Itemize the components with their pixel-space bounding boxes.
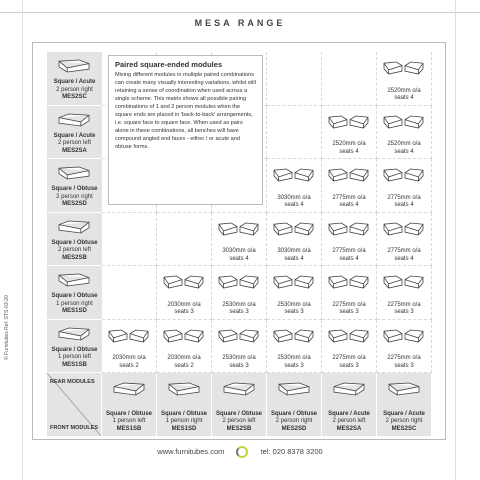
pair-spec: [212, 248, 266, 263]
row-header-label: [47, 186, 102, 209]
website-link[interactable]: www.furnitubes.com: [157, 446, 225, 456]
column-header: [157, 373, 212, 436]
bench-module-icon: [238, 274, 260, 290]
pair-spec: [377, 355, 431, 370]
matrix-cell: [157, 266, 212, 320]
module-persons: 2 person left: [57, 247, 92, 253]
column-header-label: [212, 411, 266, 434]
column-header: [267, 373, 322, 436]
bench-module-icon: [222, 381, 256, 397]
bench-module-icon: [238, 221, 260, 237]
overall-length: 2275mm o/a: [332, 301, 366, 308]
bench-module-icon: [348, 274, 370, 290]
pair-spec: [377, 195, 431, 210]
matrix-cell: [322, 320, 377, 374]
row-header: [47, 213, 102, 267]
seat-count: seats 4: [284, 202, 304, 208]
seat-count: seats 4: [394, 148, 414, 155]
pair-spec: [377, 141, 431, 156]
info-body: Mixing different modules in multiple paired combinations can create many visually interesting variations, whilst still retaining a sense of coordination when used across a single scheme. This matrix shows all possible pairing combinations of 1 and 2 person modules when the square ends are placed in 'back-to-back' arrangements, i.e. square face to square face. When used as pairs alone in these combinations, all benches will have compound angled end faces - either / or acute and obtuse forms.: [115, 72, 256, 150]
module-code: MES2SB: [62, 254, 87, 261]
overall-length: 3030mm o/a: [277, 248, 311, 254]
bench-module-icon: [403, 274, 425, 290]
matrix-cell: [212, 320, 267, 374]
overall-length: 2775mm o/a: [387, 248, 421, 254]
bench-module-icon: [327, 167, 349, 183]
bench-module-icon: [403, 60, 425, 76]
module-type: Square / Acute: [53, 79, 96, 85]
bench-module-icon: [272, 221, 294, 237]
seat-count: seats 4: [339, 255, 359, 262]
margin-line-right: [455, 0, 456, 480]
matrix-cell: [267, 320, 322, 374]
matrix-cell: [102, 266, 157, 320]
matrix-cell: [157, 320, 212, 374]
bench-module-icon: [382, 60, 404, 76]
pair-spec: [212, 302, 266, 317]
module-code: MES2SA: [336, 425, 362, 432]
bench-module-icon: [183, 274, 205, 290]
row-header-label: [47, 293, 102, 316]
bench-module-icon: [348, 114, 370, 130]
bench-module-icon: [167, 381, 201, 397]
seat-count: seats 3: [394, 362, 414, 369]
module-persons: 2 person left: [222, 418, 256, 424]
module-persons: 1 person left: [112, 418, 146, 424]
bench-module-icon: [382, 114, 404, 130]
module-code: MES2SA: [62, 147, 87, 154]
row-header: [47, 106, 102, 160]
module-type: Square / Obtuse: [160, 410, 207, 417]
bench-module-icon: [327, 328, 349, 344]
bench-module-icon: [327, 274, 349, 290]
matrix-cell: [267, 213, 322, 267]
matrix-cell: [322, 213, 377, 267]
overall-length: 2530mm o/a: [277, 355, 311, 361]
bench-module-icon: [162, 328, 184, 344]
seat-count: seats 2: [119, 362, 139, 369]
matrix-cell: [267, 266, 322, 320]
overall-length: 2530mm o/a: [277, 301, 311, 308]
module-persons: 1 person right: [165, 418, 203, 424]
bench-module-icon: [293, 221, 315, 237]
bench-module-icon: [382, 328, 404, 344]
pair-spec: [377, 302, 431, 317]
matrix-cell: [212, 213, 267, 267]
module-persons: 2 person right: [56, 193, 93, 200]
bench-module-icon: [112, 381, 146, 397]
seat-count: seats 3: [174, 309, 194, 315]
footer: [0, 446, 480, 458]
overall-length: 2030mm o/a: [167, 301, 201, 308]
column-header: [377, 373, 432, 436]
pair-spec: [322, 195, 376, 210]
bench-module-icon: [332, 381, 366, 397]
bench-module-icon: [403, 167, 425, 183]
bench-module-icon: [382, 274, 404, 290]
matrix-cell: [377, 106, 432, 160]
bench-module-icon: [57, 112, 91, 128]
module-type: Square / Acute: [328, 410, 370, 417]
matrix-cell: [212, 266, 267, 320]
module-code: MES2SB: [226, 425, 252, 432]
matrix-cell: [322, 266, 377, 320]
bench-module-icon: [403, 114, 425, 130]
seat-count: seats 3: [284, 309, 304, 315]
seat-count: seats 2: [174, 362, 194, 369]
row-header-label: [47, 240, 102, 263]
column-header-label: [267, 411, 321, 434]
column-header: [102, 373, 157, 436]
overall-length: 3030mm o/a: [277, 194, 311, 201]
row-header-label: [47, 133, 102, 156]
overall-length: 2775mm o/a: [332, 194, 366, 201]
matrix-cell: [377, 320, 432, 374]
seat-count: seats 3: [339, 362, 359, 369]
matrix-cell: [267, 106, 322, 160]
module-type: Square / Obtuse: [51, 239, 98, 246]
module-type: Square / Acute: [383, 410, 425, 417]
module-type: Square / Obtuse: [51, 186, 98, 192]
pair-spec: [377, 248, 431, 263]
info-box: [108, 55, 263, 205]
module-type: Square / Obtuse: [270, 410, 317, 417]
front-modules-label: FRONT MODULES: [50, 425, 98, 431]
copyright-ref: © Furnitubes Ref: STS-03-20: [4, 295, 10, 360]
seat-count: seats 4: [339, 202, 359, 208]
page-title: MESA RANGE: [194, 18, 286, 28]
matrix-cell: [377, 266, 432, 320]
bench-module-icon: [107, 328, 129, 344]
seat-count: seats 3: [284, 362, 304, 369]
module-persons: 2 person right: [385, 418, 423, 424]
module-code: MES2SC: [391, 425, 417, 432]
column-header: [322, 373, 377, 436]
module-code: MES1SD: [62, 308, 87, 314]
seat-count: seats 4: [394, 255, 414, 262]
phone-number: tel: 020 8378 3200: [260, 446, 323, 456]
matrix-cell: [322, 106, 377, 160]
rear-modules-label: REAR MODULES: [50, 379, 95, 385]
bench-module-icon: [387, 381, 421, 397]
matrix-cell: [102, 320, 157, 374]
bench-module-icon: [57, 58, 91, 74]
row-header-label: [47, 347, 102, 370]
pair-spec: [267, 248, 321, 263]
row-header: [47, 52, 102, 106]
pair-spec: [322, 248, 376, 263]
matrix-cell: [102, 213, 157, 267]
pair-spec: [267, 195, 321, 210]
row-header: [47, 320, 102, 374]
column-header-label: [157, 411, 211, 434]
module-code: MES2SD: [281, 425, 307, 432]
matrix-cell: [322, 52, 377, 106]
bench-module-icon: [382, 167, 404, 183]
bench-module-icon: [348, 221, 370, 237]
bench-module-icon: [277, 381, 311, 397]
module-type: Square / Obtuse: [105, 410, 152, 417]
bench-module-icon: [217, 221, 239, 237]
pair-spec: [377, 88, 431, 103]
overall-length: 2030mm o/a: [112, 355, 146, 361]
overall-length: 2030mm o/a: [167, 355, 201, 361]
matrix-cell: [267, 159, 322, 213]
pair-spec: [157, 302, 211, 317]
module-persons: 2 person right: [56, 86, 93, 93]
bench-module-icon: [128, 328, 150, 344]
overall-length: 2775mm o/a: [332, 248, 366, 254]
module-code: MES1SD: [171, 425, 197, 432]
overall-length: 2275mm o/a: [387, 355, 421, 361]
header-rule: [0, 12, 480, 13]
module-code: MES2SD: [62, 201, 87, 207]
bench-module-icon: [403, 221, 425, 237]
seat-count: seats 4: [394, 202, 414, 208]
pair-spec: [267, 302, 321, 317]
bench-module-icon: [57, 219, 91, 235]
column-header-label: [322, 411, 376, 434]
seat-count: seats 3: [394, 309, 414, 315]
bench-module-icon: [57, 272, 91, 288]
overall-length: 2520mm o/a: [387, 141, 421, 147]
pair-spec: [322, 355, 376, 370]
module-persons: 2 person right: [275, 418, 313, 424]
module-code: MES2SC: [62, 94, 87, 100]
pair-spec: [102, 355, 156, 370]
module-type: Square / Obtuse: [51, 293, 98, 299]
axis-corner: [47, 373, 102, 436]
bench-module-icon: [327, 221, 349, 237]
row-header-label: [47, 79, 102, 102]
bench-module-icon: [293, 167, 315, 183]
pair-spec: [212, 355, 266, 370]
overall-length: 2275mm o/a: [332, 355, 366, 361]
bench-module-icon: [272, 328, 294, 344]
info-heading: Paired square-ended modules: [115, 60, 223, 69]
pair-spec: [157, 355, 211, 370]
overall-length: 2275mm o/a: [387, 301, 421, 308]
row-header: [47, 159, 102, 213]
matrix-cell: [377, 52, 432, 106]
matrix-cell: [377, 213, 432, 267]
overall-length: 2775mm o/a: [387, 194, 421, 201]
seat-count: seats 3: [229, 309, 249, 315]
bench-module-icon: [162, 274, 184, 290]
row-header: [47, 266, 102, 320]
bench-module-icon: [293, 274, 315, 290]
overall-length: 2520mm o/a: [387, 87, 421, 94]
pair-spec: [322, 302, 376, 317]
module-type: Square / Obtuse: [51, 346, 98, 353]
bench-module-icon: [272, 167, 294, 183]
matrix-cell: [157, 213, 212, 267]
module-code: MES1SB: [62, 361, 87, 368]
overall-length: 2520mm o/a: [332, 141, 366, 147]
module-persons: 2 person left: [332, 418, 366, 424]
seat-count: seats 3: [229, 362, 249, 369]
module-type: Square / Obtuse: [215, 410, 262, 417]
brand-logo-icon: [236, 446, 248, 458]
bench-module-icon: [57, 165, 91, 181]
matrix-cell: [267, 52, 322, 106]
overall-length: 3030mm o/a: [222, 248, 256, 254]
bench-module-icon: [57, 326, 91, 342]
module-persons: 1 person right: [56, 300, 93, 307]
bench-module-icon: [327, 114, 349, 130]
seat-count: seats 4: [284, 255, 304, 262]
module-persons: 1 person left: [57, 354, 92, 360]
matrix-cell: [377, 159, 432, 213]
column-header-label: [102, 411, 156, 434]
seat-count: seats 4: [339, 148, 359, 155]
bench-module-icon: [403, 328, 425, 344]
bench-module-icon: [348, 167, 370, 183]
module-type: Square / Acute: [53, 132, 96, 139]
overall-length: 2530mm o/a: [222, 355, 256, 361]
column-header-label: [377, 411, 431, 434]
seat-count: seats 4: [394, 95, 414, 101]
matrix-cell: [322, 159, 377, 213]
bench-module-icon: [183, 328, 205, 344]
bench-module-icon: [272, 274, 294, 290]
bench-module-icon: [293, 328, 315, 344]
column-header: [212, 373, 267, 436]
bench-module-icon: [348, 328, 370, 344]
bench-module-icon: [217, 274, 239, 290]
seat-count: seats 3: [339, 309, 359, 315]
module-persons: 2 person left: [57, 140, 92, 146]
bench-module-icon: [217, 328, 239, 344]
margin-line-left: [22, 0, 23, 480]
seat-count: seats 4: [229, 255, 249, 262]
bench-module-icon: [382, 221, 404, 237]
bench-module-icon: [238, 328, 260, 344]
module-code: MES1SB: [116, 425, 142, 432]
overall-length: 2530mm o/a: [222, 301, 256, 308]
pair-spec: [267, 355, 321, 370]
pair-spec: [322, 141, 376, 156]
